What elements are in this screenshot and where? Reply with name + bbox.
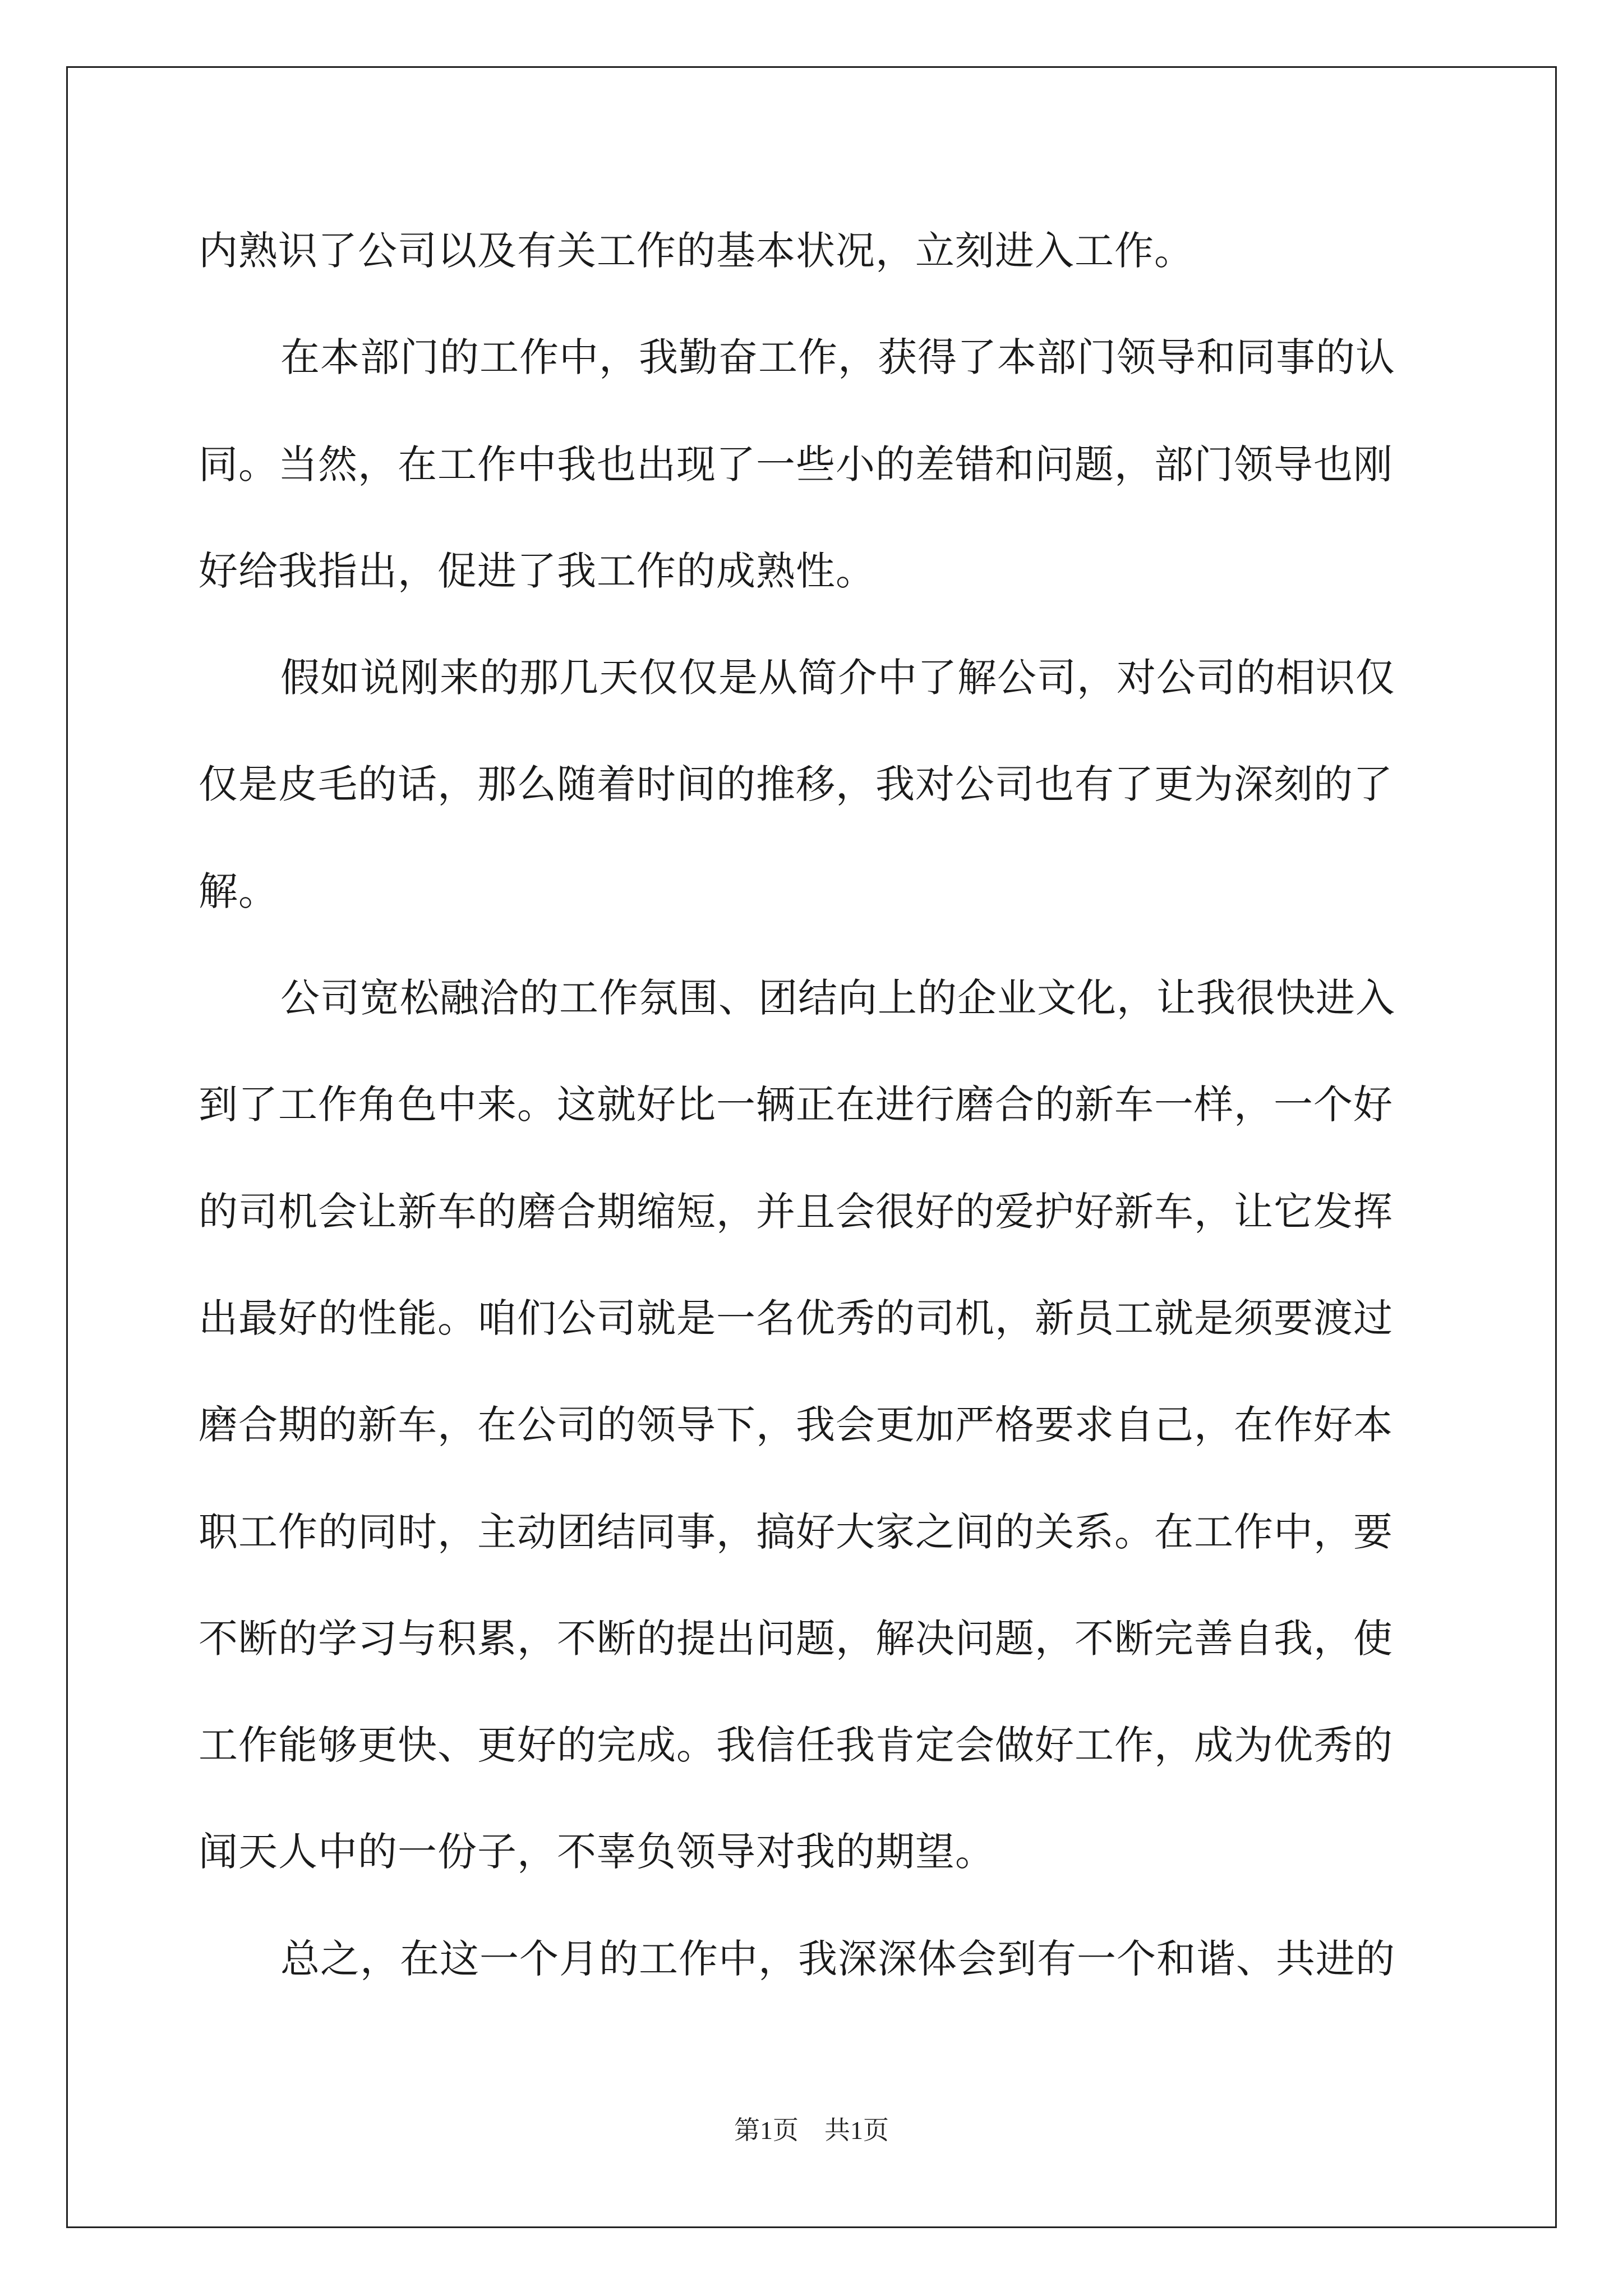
page-number: 第1页: [734, 2116, 799, 2145]
document-body: [199, 197, 1432, 2012]
text-line: 到了工作角色中来。这就好比一辆正在进行磨合的新车一样，一个好: [199, 1082, 1393, 1128]
text-line: 闻天人中的一份子，不辜负领导对我的期望。: [199, 1829, 995, 1875]
text-line: 工作能够更快、更好的完成。我信任我肯定会做好工作，成为优秀的: [199, 1722, 1393, 1769]
text-line: 在本部门的工作中，我勤奋工作，获得了本部门领导和同事的认: [280, 334, 1395, 381]
text-line: 内熟识了公司以及有关工作的基本状况，立刻进入工作。: [199, 228, 1194, 274]
text-line: 好给我指出，促进了我工作的成熟性。: [199, 547, 875, 594]
text-line: 职工作的同时，主动团结同事，搞好大家之间的关系。在工作中，要: [199, 1508, 1393, 1555]
text-line: 总之，在这一个月的工作中，我深深体会到有一个和谐、共进的: [280, 1935, 1395, 1982]
text-line: 磨合期的新车，在公司的领导下，我会更加严格要求自己，在作好本: [199, 1402, 1393, 1448]
text-line: 出最好的性能。咱们公司就是一名优秀的司机，新员工就是须要渡过: [199, 1295, 1393, 1341]
text-line: 不断的学习与积累，不断的提出问题，解决问题，不断完善自我，使: [199, 1615, 1393, 1662]
text-line: 同。当然，在工作中我也出现了一些小的差错和问题，部门领导也刚: [199, 441, 1393, 487]
text-line: 解。: [199, 868, 278, 914]
text-line: 仅是皮毛的话，那么随着时间的推移，我对公司也有了更为深刻的了: [199, 761, 1393, 808]
text-line: 假如说刚来的那几天仅仅是从简介中了解公司，对公司的相识仅: [280, 655, 1395, 701]
text-line: 公司宽松融洽的工作氛围、团结向上的企业文化，让我很快进入: [280, 975, 1395, 1022]
page-count: 共1页: [824, 2116, 889, 2145]
page-footer: [0, 2114, 1623, 2147]
text-line: 的司机会让新车的磨合期缩短，并且会很好的爱护好新车，让它发挥: [199, 1188, 1393, 1235]
